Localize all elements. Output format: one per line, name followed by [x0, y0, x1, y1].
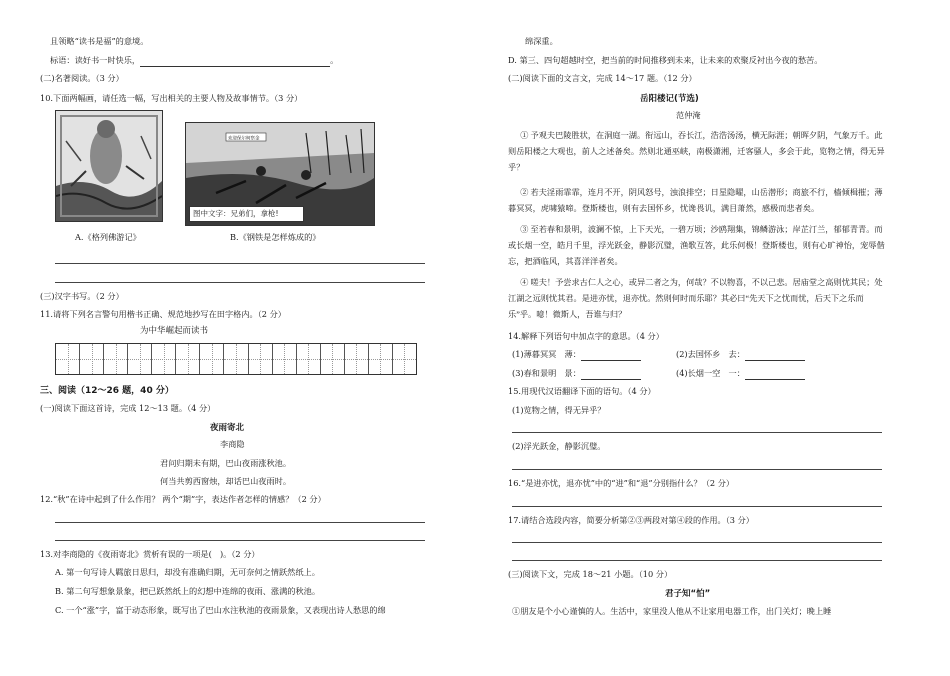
q15-item-1: (1)览物之情，得无异乎？ — [512, 405, 606, 415]
q14-item-1: (1)薄暮冥冥 薄： — [512, 349, 641, 361]
q15-item-2: (2)浮光跃金，静影沉璧。 — [512, 441, 606, 451]
steel-picture — [185, 122, 375, 226]
picture-a-caption: A.《格列佛游记》 — [75, 232, 141, 242]
poem-author: 李商隐 — [220, 440, 245, 449]
prose-paragraph-3: ③ 至若春和景明，波澜不惊，上下天光，一碧万顷；沙鸥翔集，锦鳞游泳；岸芷汀兰，郁郁青青。而或长烟一空，皓月千里，浮光跃金，静影沉璧，渔歌互答，此乐何极！登斯楼也，则有心旷神怡，宠辱偕忘，把酒临风，其喜洋洋者矣。 — [508, 225, 885, 266]
answer-line-16[interactable] — [512, 506, 882, 507]
section-2-header: (二)名著阅读。（3 分） — [40, 73, 124, 83]
q14-blank-2[interactable] — [745, 360, 805, 361]
poem-line-1: 君问归期未有期，巴山夜雨涨秋池。 — [160, 459, 292, 468]
part-3-header: 三、阅读（12～26 题，40 分） — [40, 386, 174, 396]
prose-paragraph-4: ④ 嗟夫！予尝求古仁人之心，或异二者之为，何哉？不以物喜，不以己悲。居庙堂之高则忧其民；处江湖之远则忧其君。是进亦忧，退亦忧。然则何时而乐耶？其必曰“先天下之忧而忧，后天下之乐而乐”乎。噫！微斯人，吾谁与归？ — [508, 278, 883, 319]
question-11: 11.请将下列名言警句用楷书正确、规范地抄写在田字格内。（2 分） — [40, 309, 286, 319]
question-12: 12.“秋”在诗中起到了什么作用？ 两个“期”字，表达作者怎样的情感？（2 分） — [40, 494, 326, 504]
q13-option-a[interactable]: A. 第一句写诗人羁旅日思归，却没有准确归期，无可奈何之情跃然纸上。 — [55, 567, 320, 577]
motto-blank[interactable] — [140, 66, 330, 67]
answer-line-10b[interactable] — [55, 282, 425, 283]
answer-line-17a[interactable] — [512, 542, 882, 543]
answer-line-12a[interactable] — [55, 522, 425, 523]
question-14: 14.解释下列语句中加点字的意思。（4 分） — [508, 331, 664, 341]
q14-item-3: (3)春和景明 景： — [512, 368, 641, 380]
q14-item-2: (2)去国怀乡 去： — [676, 349, 805, 361]
question-13: 13.对李商隐的《夜雨寄北》赏析有误的一项是( )。（2 分） — [40, 549, 260, 559]
q14-blank-4[interactable] — [745, 379, 805, 380]
motto-label: 标语：读好书一时快乐， — [50, 55, 141, 65]
option-c-tail: 绵深重。 — [525, 36, 558, 46]
question-16: 16.“是进亦忧，退亦忧”中的“进”和“退”分别指什么？（2 分） — [508, 478, 735, 488]
answer-line-17b[interactable] — [512, 560, 882, 561]
poem-intro: (一)阅读下面这首诗，完成 12～13 题。（4 分） — [40, 403, 216, 413]
gulliver-picture — [55, 110, 163, 222]
reading-3-intro: (三)阅读下文，完成 18～21 小题。（10 分） — [508, 569, 673, 579]
prose-paragraph-1: ① 予观夫巴陵胜状，在洞庭一湖。衔远山，吞长江，浩浩汤汤，横无际涯；朝晖夕阴，气象万千。此则岳阳楼之大观也，前人之述备矣。然则北通巫峡，南极潇湘，迁客骚人，多会于此，览物之情，得无异乎？ — [508, 131, 885, 172]
prose-intro: (二)阅读下面的文言文，完成 14～17 题。（12 分） — [508, 73, 697, 83]
q14-blank-1[interactable] — [581, 360, 641, 361]
section-3-header: (三)汉字书写。（2 分） — [40, 291, 124, 301]
q14-item-4: (4)长烟一空 一： — [676, 368, 805, 380]
prose-paragraph-2: ② 若夫淫雨霏霏，连月不开，阴风怒号，浊浪排空；日星隐曜，山岳潜形；商旅不行，樯倾楫摧；薄暮冥冥，虎啸猿啼。登斯楼也，则有去国怀乡，忧谗畏讥，满目萧然，感极而悲者矣。 — [508, 188, 883, 213]
answer-line-10a[interactable] — [55, 263, 425, 264]
question-10: 10.下面两幅画，请任选一幅，写出相关的主要人物及故事情节。（3 分） — [40, 93, 303, 103]
poem-title: 夜雨寄北 — [210, 423, 245, 433]
gulliver-illustration — [56, 111, 162, 221]
q13-option-c[interactable]: C. 一个“涨”字，富于动态形象，既写出了巴山水注秋池的夜雨景象，又表现出诗人愁思的绵 — [55, 605, 386, 615]
q13-option-d[interactable]: D. 第三、四句超越时空，把当前的时间推移到未来，让未来的欢聚反衬出今夜的愁苦。 — [508, 55, 823, 65]
writing-grid[interactable] — [55, 343, 417, 375]
motto-line: 标语：读好书一时快乐， 。 — [50, 55, 339, 65]
reading-3-paragraph-1: ①朋友是个小心谨慎的人。生活中，家里没人他从不让家用电器工作，出门关灯；晚上睡 — [512, 607, 832, 616]
prose-title: 岳阳楼记(节选) — [640, 94, 699, 104]
q14-blank-3[interactable] — [581, 379, 641, 380]
prose-author: 范仲淹 — [676, 111, 701, 120]
picture-caption-inset: 图中文字：兄弟们，拿枪! — [189, 206, 304, 222]
reading-3-title: 君子知“怕” — [665, 589, 711, 599]
picture-b-caption: B.《钢铁是怎样炼成的》 — [230, 232, 321, 242]
answer-line-12b[interactable] — [55, 540, 425, 541]
q13-option-b[interactable]: B. 第二句写想象景象，把已跃然纸上的幻想中连绵的夜雨、涨满的秋池。 — [55, 586, 321, 596]
banner-text: 欢迎保尔柯察金 — [228, 136, 260, 142]
answer-line-15a[interactable] — [512, 432, 882, 433]
poem-line-2: 何当共剪西窗烛，却话巴山夜雨时。 — [160, 477, 292, 486]
motto-to-copy: 为中华崛起而读书 — [140, 326, 209, 336]
intro-tail: 且领略“读书是福”的意境。 — [50, 36, 149, 46]
question-17: 17.请结合选段内容，简要分析第②③两段对第④段的作用。（3 分） — [508, 515, 754, 525]
question-15: 15.用现代汉语翻译下面的语句。（4 分） — [508, 386, 656, 396]
answer-line-15b[interactable] — [512, 469, 882, 470]
